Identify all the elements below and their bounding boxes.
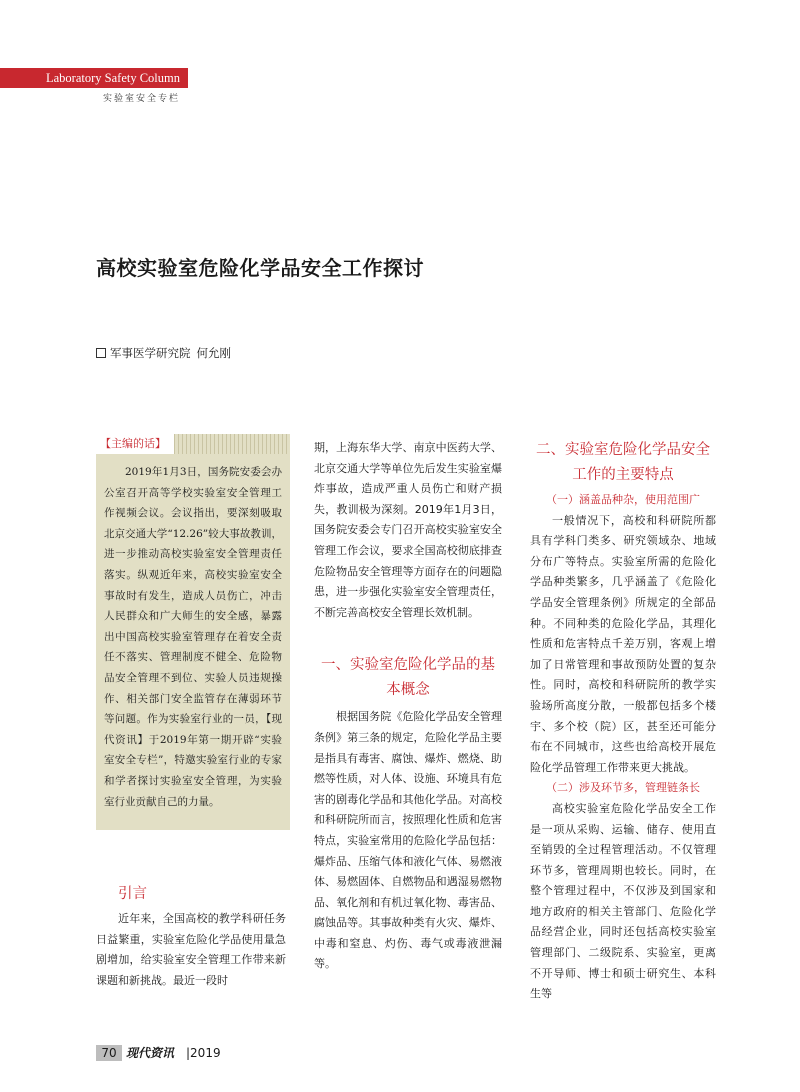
intro-heading: 引言 xyxy=(118,886,147,902)
square-bullet-icon xyxy=(96,348,106,358)
author-line xyxy=(96,345,231,361)
editor-note-label: 【主编的话】 xyxy=(96,434,174,454)
column-header-cn: 实验室安全专栏 xyxy=(102,94,180,104)
subsection1-heading: （一）涵盖品种杂，使用范围广 xyxy=(546,493,700,506)
subsection2-text: 高校实验室危险化学品安全工作是一项从采购、运输、储存、使用直至销毁的全过程管理活动。不仅管理环节多，管理周期也较长。同时，在整个管理过程中，不仅涉及到国家和地方政府的相关主管部门、危险化学品经营企业，同时还包括高校实验室管理部门、二级院系、实验室，更离不开导师、博士和硕士研究生、本科生等 xyxy=(530,801,716,1001)
author-affiliation: 军事医学研究院 xyxy=(110,346,191,360)
section1-heading: 一、实验室危险化学品的基本概念 xyxy=(321,657,495,699)
article-title: 高校实验室危险化学品安全工作探讨 xyxy=(96,256,424,280)
column-three xyxy=(530,438,716,1005)
page-number: 70 xyxy=(96,1045,122,1061)
issue-year: |2019 xyxy=(186,1046,221,1060)
column-two xyxy=(314,438,502,975)
editor-note-decor xyxy=(174,434,290,454)
subsection2-heading: （二）涉及环节多，管理链条长 xyxy=(546,781,700,795)
magazine-name: 现代资讯 xyxy=(126,1046,175,1060)
section1-text: 根据国务院《危险化学品安全管理条例》第三条的规定，危险化学品主要是指具有毒害、腐蚀、爆炸、燃烧、助燃等性质，对人体、设施、环境具有危害的剧毒化学品和其他化学品。对高校和科研院所而言，按照理化性质和危害特点，实验室常用的危险化学品包括：爆炸品、压缩气体和液化气体、易燃液体、易燃固体、自燃物品和遇湿易燃物品、氧化剂和有机过氧化物、毒害品、腐蚀品等。其事故种类有火灾、爆炸、中毒和窒息、灼伤、毒气或毒液泄漏等。 xyxy=(314,710,502,971)
intro-column xyxy=(96,882,286,991)
column-header-en: Laboratory Safety Column xyxy=(0,68,188,88)
subsection1-text: 一般情况下，高校和科研院所都具有学科门类多、研究领域杂、地域分布广等特点。实验室所需的危险化学品种类繁多，几乎涵盖了《危险化学品安全管理条例》所规定的全部品种。不同种类的危险化学品，其理化性质和危害特点千差万别，客观上增加了日常管理和事故预防处置的复杂性。同时，高校和科研院所的教学实验场所高度分散，一般都包括多个楼宇、多个校（院）区，甚至还可能分布在不同城市，这些也给高校开展危险化学品管理工作带来更大挑战。 xyxy=(530,513,716,774)
intro-text: 近年来，全国高校的教学科研任务日益繁重，实验室危险化学品使用量急剧增加，给实验室安全管理工作带来新课题和新挑战。最近一段时 xyxy=(96,912,286,987)
col2-continuation: 期，上海东华大学、南京中医药大学、北京交通大学等单位先后发生实验室爆炸事故，造成严重人员伤亡和财产损失，教训极为深刻。2019年1月3日，国务院安委会专门召开高校实验室安全管理工作会议，要求全国高校彻底排查危险物品安全管理等方面存在的问题隐患，进一步强化实验室安全管理责任，不断完善高校安全管理长效机制。 xyxy=(314,441,502,619)
author-name: 何允刚 xyxy=(196,346,231,360)
editor-note-text: 2019年1月3日，国务院安委会办公室召开高等学校实验室安全管理工作视频会议。会议指出，要深刻吸取北京交通大学“12.26”较大事故教训，进一步推动高校实验室安全管理责任落实。纵观近年来，高校实验室安全事故时有发生，造成人员伤亡，冲击人民群众和广大师生的安全感，暴露出中国高校实验室管理存在着安全责任不落实、管理制度不健全、危险物品安全管理不到位、实验人员违规操作、相关部门安全监管存在薄弱环节等问题。作为实验室行业的一员，【现代资讯】于2019年第一期开辟“实验室安全专栏”，特邀实验室行业的专家和学者探讨实验室安全管理，为实验室行业贡献自己的力量。 xyxy=(104,466,282,808)
section2-heading: 二、实验室危险化学品安全工作的主要特点 xyxy=(536,442,710,483)
